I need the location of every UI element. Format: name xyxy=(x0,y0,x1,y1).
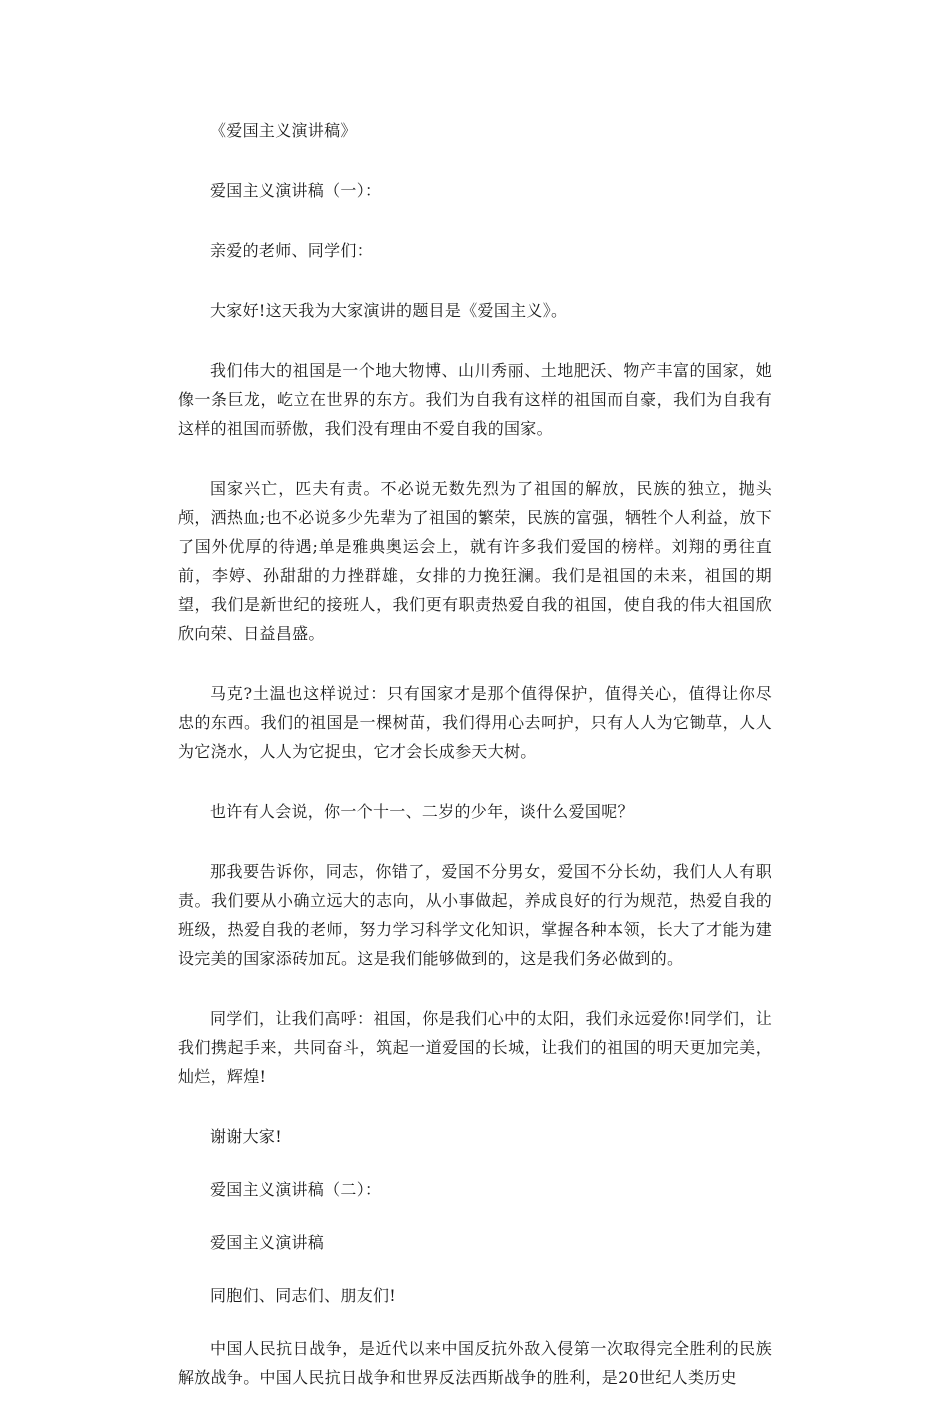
body-paragraph: 中国人民抗日战争，是近代以来中国反抗外敌入侵第一次取得完全胜利的民族解放战争。中国人民抗日战争和世界反法西斯战争的胜利，是20世纪人类历史 xyxy=(178,1339,772,1387)
body-paragraph: 马克?土温也这样说过：只有国家才是那个值得保护，值得关心，值得让你尽忠的东西。我们的祖国是一棵树苗，我们得用心去呵护，只有人人为它锄草，人人为它浇水，人人为它捉虫，它才会长成参天大树。 xyxy=(178,684,772,761)
opening-paragraph: 大家好!这天我为大家演讲的题目是《爱国主义》。 xyxy=(210,301,568,320)
body-paragraph: 同学们，让我们高呼：祖国，你是我们心中的太阳，我们永远爱你!同学们，让我们携起手来，共同奋斗，筑起一道爱国的长城，让我们的祖国的明天更加完美，灿烂，辉煌! xyxy=(178,1009,772,1086)
closing-paragraph: 谢谢大家! xyxy=(210,1127,282,1146)
section-heading-1: 爱国主义演讲稿（一）： xyxy=(210,181,382,200)
subtitle: 爱国主义演讲稿 xyxy=(210,1233,325,1252)
salutation: 同胞们、同志们、朋友们! xyxy=(210,1286,397,1305)
section-heading-2: 爱国主义演讲稿（二）： xyxy=(210,1180,382,1199)
document-title: 《爱国主义演讲稿》 xyxy=(210,121,357,140)
document-body xyxy=(178,116,772,1423)
body-paragraph: 那我要告诉你，同志，你错了，爱国不分男女，爱国不分长幼，我们人人有职责。我们要从小确立远大的志向，从小事做起，养成良好的行为规范，热爱自我的班级，热爱自我的老师，努力学习科学文化知识，掌握各种本领，长大了才能为建设完美的国家添砖加瓦。这是我们能够做到的，这是我们务必做到的。 xyxy=(178,862,772,968)
body-paragraph: 我们伟大的祖国是一个地大物博、山川秀丽、土地肥沃、物产丰富的国家，她像一条巨龙，屹立在世界的东方。我们为自我有这样的祖国而自豪，我们为自我有这样的祖国而骄傲，我们没有理由不爱自我的国家。 xyxy=(178,361,772,438)
salutation: 亲爱的老师、同学们： xyxy=(210,241,374,260)
body-paragraph: 国家兴亡，匹夫有责。不必说无数先烈为了祖国的解放，民族的独立，抛头颅，洒热血;也不必说多少先辈为了祖国的繁荣，民族的富强，牺牲个人利益，放下了国外优厚的待遇;单是雅典奥运会上，就有许多我们爱国的榜样。刘翔的勇往直前，李婷、孙甜甜的力挫群雄，女排的力挽狂澜。我们是祖国的未来，祖国的期望，我们是新世纪的接班人，我们更有职责热爱自我的祖国，使自我的伟大祖国欣欣向荣、日益昌盛。 xyxy=(178,479,772,643)
body-paragraph: 也许有人会说，你一个十一、二岁的少年，谈什么爱国呢？ xyxy=(210,802,634,821)
